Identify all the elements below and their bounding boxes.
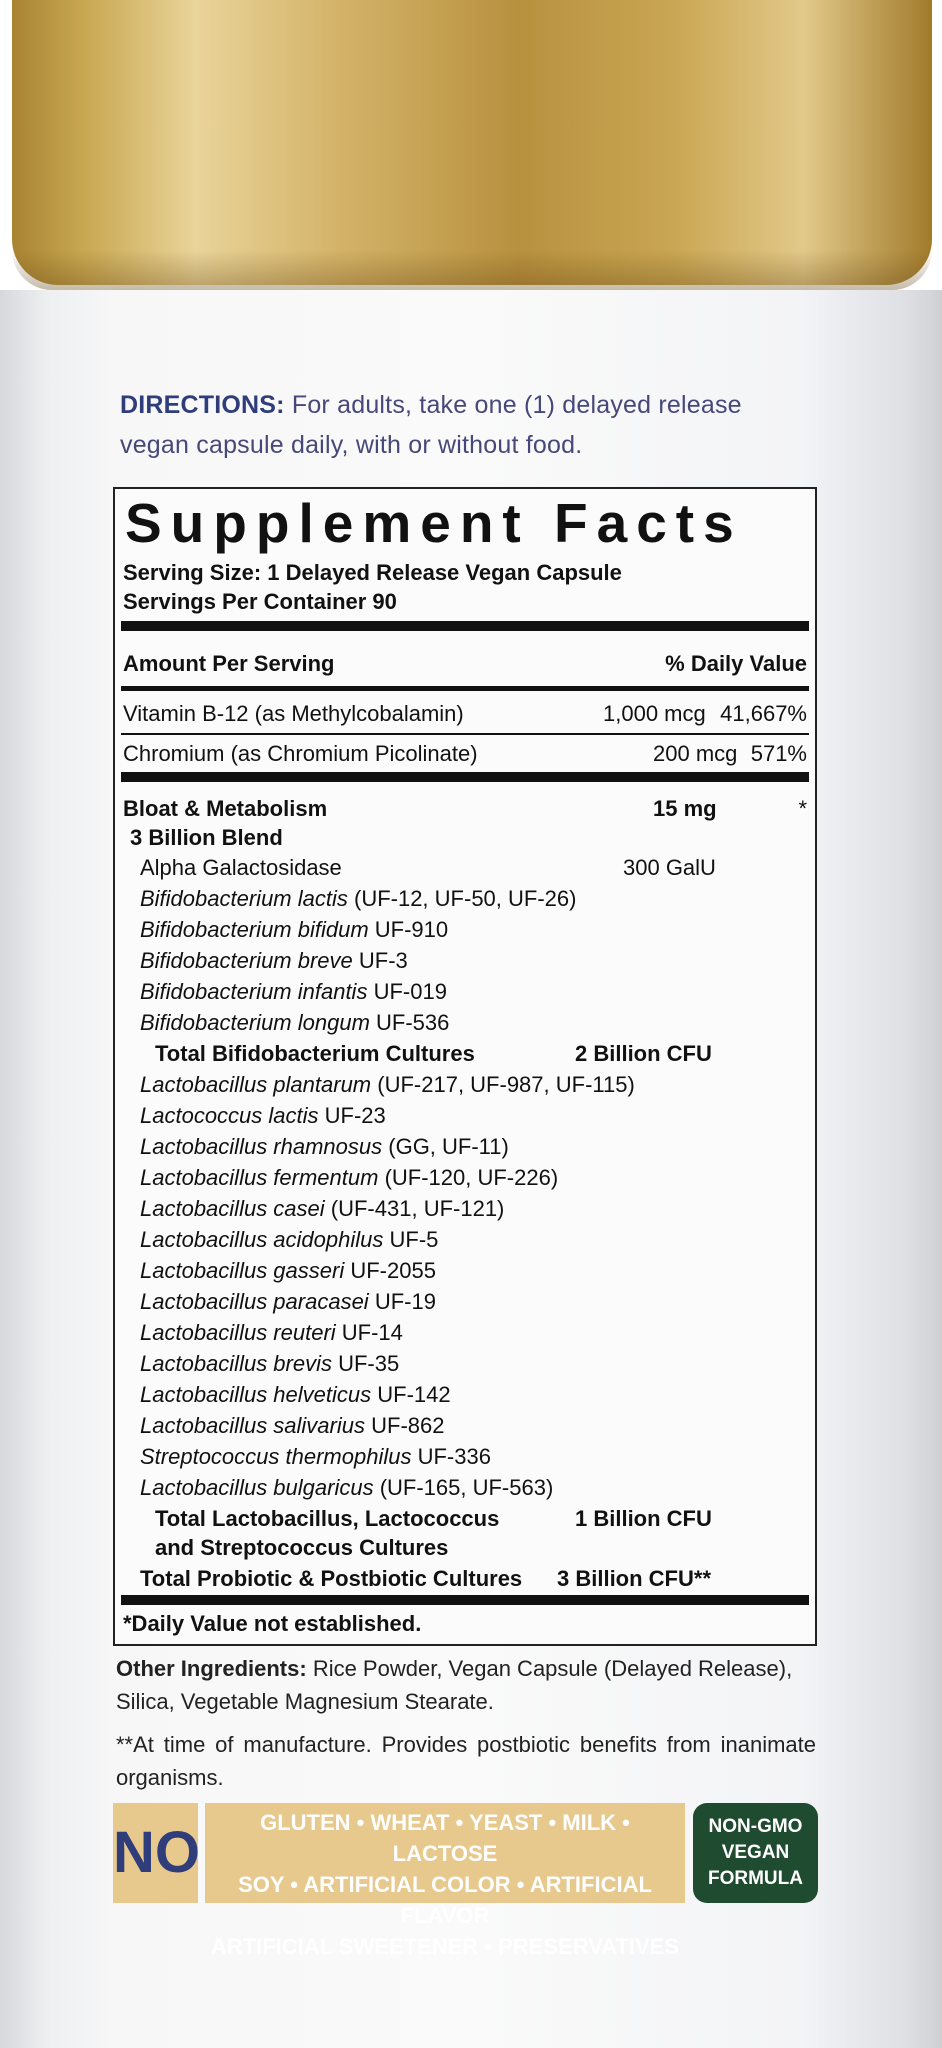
culture-row: [140, 917, 448, 943]
daily-value-header: % Daily Value: [665, 651, 807, 676]
culture-species: Lactobacillus reuteri: [140, 1320, 336, 1345]
thick-divider: [121, 772, 809, 782]
dv-footnote: *Daily Value not established.: [123, 1611, 422, 1636]
allergen-line: SOY • ARTIFICIAL COLOR • ARTIFICIAL FLAVOR: [238, 1872, 652, 1928]
amount-per-serving-header: Amount Per Serving: [123, 651, 335, 676]
culture-strain: UF-23: [318, 1103, 386, 1128]
culture-row: [140, 948, 408, 974]
culture-strain: UF-3: [352, 948, 408, 973]
culture-species: Lactobacillus gasseri: [140, 1258, 345, 1283]
culture-species: Lactococcus lactis: [140, 1103, 319, 1128]
gold-cap: [12, 0, 932, 285]
allergen-free-badge: [205, 1803, 685, 1959]
nutrient-amount: 200 mcg: [653, 741, 738, 766]
other-ingredients-text: Rice Powder, Vegan Capsule (Delayed Release), Silica, Vegetable Magnesium Stearate.: [116, 1656, 793, 1714]
medium-divider: [121, 686, 809, 691]
non-gmo-vegan-badge: [693, 1803, 818, 1903]
directions-body: For adults, take one (1) delayed release vegan capsule daily, with or without food.: [120, 391, 742, 459]
blend-dv: *: [798, 796, 807, 821]
culture-species: Bifidobacterium infantis: [140, 979, 368, 1004]
culture-row: [140, 1227, 438, 1253]
nutrient-dv: 41,667%: [720, 701, 807, 726]
lacto-total-amount: 1 Billion CFU: [575, 1506, 712, 1531]
culture-row: [140, 1475, 553, 1501]
culture-species: Lactobacillus casei: [140, 1196, 325, 1221]
culture-strain: (UF-431, UF-121): [324, 1196, 505, 1221]
nutrient-dv: 571%: [750, 741, 807, 766]
culture-species: Lactobacillus acidophilus: [140, 1227, 384, 1252]
culture-row: [140, 1103, 386, 1129]
culture-species: Lactobacillus fermentum: [140, 1165, 379, 1190]
allergen-line: ARTIFICIAL SWEETENER • PRESERVATIVES: [210, 1934, 680, 1959]
culture-strain: UF-910: [368, 917, 449, 942]
culture-row: [140, 1320, 403, 1346]
culture-strain: UF-536: [369, 1010, 450, 1035]
culture-strain: (UF-165, UF-563): [373, 1475, 554, 1500]
culture-strain: UF-336: [411, 1444, 491, 1469]
nutrient-amount: 1,000 mcg: [603, 701, 706, 726]
thick-divider: [121, 1595, 809, 1605]
culture-strain: UF-35: [331, 1351, 400, 1376]
thin-divider: [121, 733, 809, 735]
culture-species: Lactobacillus rhamnosus: [140, 1134, 383, 1159]
culture-species: Bifidobacterium breve: [140, 948, 353, 973]
culture-strain: UF-5: [383, 1227, 439, 1252]
culture-row: [140, 1196, 504, 1222]
enzyme-amount: 300 GalU: [623, 855, 716, 880]
culture-strain: UF-2055: [344, 1258, 436, 1283]
blend-subtitle: 3 Billion Blend: [130, 825, 283, 850]
culture-row: [140, 1165, 558, 1191]
culture-row: [140, 1258, 436, 1284]
directions-text: [120, 385, 810, 465]
culture-species: Bifidobacterium bifidum: [140, 917, 369, 942]
lacto-total-name: Total Lactobacillus, Lactococcus: [155, 1506, 500, 1531]
thick-divider: [121, 621, 809, 631]
supplement-facts-panel: [113, 487, 817, 1646]
culture-species: Streptococcus thermophilus: [140, 1444, 412, 1469]
culture-row: [140, 1444, 491, 1470]
bifido-total-name: Total Bifidobacterium Cultures: [155, 1041, 475, 1066]
culture-strain: (UF-217, UF-987, UF-115): [371, 1072, 635, 1097]
facts-title: Supplement Facts: [125, 492, 743, 554]
culture-strain: (GG, UF-11): [382, 1134, 509, 1159]
other-ingredients: [116, 1652, 816, 1718]
grand-total-name: Total Probiotic & Postbiotic Cultures: [140, 1566, 523, 1591]
other-ingredients-label: Other Ingredients:: [116, 1656, 307, 1681]
culture-strain: (UF-120, UF-226): [378, 1165, 559, 1190]
culture-species: Bifidobacterium lactis: [140, 886, 348, 911]
gmo-line: NON-GMO: [708, 1816, 803, 1837]
culture-species: Bifidobacterium longum: [140, 1010, 370, 1035]
directions-label: DIRECTIONS:: [120, 391, 285, 419]
culture-strain: UF-142: [371, 1382, 451, 1407]
manufacture-note: **At time of manufacture. Provides postbiotic benefits from inanimate organisms.: [116, 1732, 816, 1790]
gmo-line: VEGAN: [721, 1842, 790, 1863]
culture-strain: UF-19: [368, 1289, 436, 1314]
no-badge: NO: [113, 1803, 198, 1903]
culture-row: [140, 1289, 436, 1315]
nutrient-name: Vitamin B-12 (as Methylcobalamin): [123, 701, 464, 726]
culture-row: [140, 1072, 635, 1098]
culture-strain: UF-862: [365, 1413, 445, 1438]
culture-species: Lactobacillus plantarum: [140, 1072, 372, 1097]
culture-strain: (UF-12, UF-50, UF-26): [347, 886, 577, 911]
culture-row: [140, 1382, 451, 1408]
culture-species: Lactobacillus paracasei: [140, 1289, 369, 1314]
nutrient-name: Chromium (as Chromium Picolinate): [123, 741, 478, 766]
blend-name: Bloat & Metabolism: [123, 796, 328, 821]
blend-amount: 15 mg: [653, 796, 717, 821]
bifido-total-amount: 2 Billion CFU: [575, 1041, 712, 1066]
servings-per-container: Servings Per Container 90: [123, 589, 397, 614]
serving-size: Serving Size: 1 Delayed Release Vegan Capsule: [123, 560, 622, 585]
gmo-line: FORMULA: [708, 1868, 803, 1889]
culture-strain: UF-14: [335, 1320, 403, 1345]
culture-strain: UF-019: [367, 979, 447, 1004]
culture-row: [140, 1010, 449, 1036]
culture-row: [140, 1413, 444, 1439]
enzyme-name: Alpha Galactosidase: [140, 855, 342, 880]
culture-species: Lactobacillus bulgaricus: [140, 1475, 374, 1500]
cap-rim-shadow: [12, 250, 932, 290]
allergen-line: GLUTEN • WHEAT • YEAST • MILK • LACTOSE: [260, 1810, 630, 1866]
culture-species: Lactobacillus brevis: [140, 1351, 332, 1376]
culture-row: [140, 979, 447, 1005]
grand-total-amount: 3 Billion CFU**: [557, 1566, 712, 1591]
culture-row: [140, 1351, 399, 1377]
culture-row: [140, 886, 576, 912]
lacto-total-name-cont: and Streptococcus Cultures: [155, 1535, 449, 1560]
culture-row: [140, 1134, 509, 1160]
culture-species: Lactobacillus helveticus: [140, 1382, 372, 1407]
culture-species: Lactobacillus salivarius: [140, 1413, 365, 1438]
